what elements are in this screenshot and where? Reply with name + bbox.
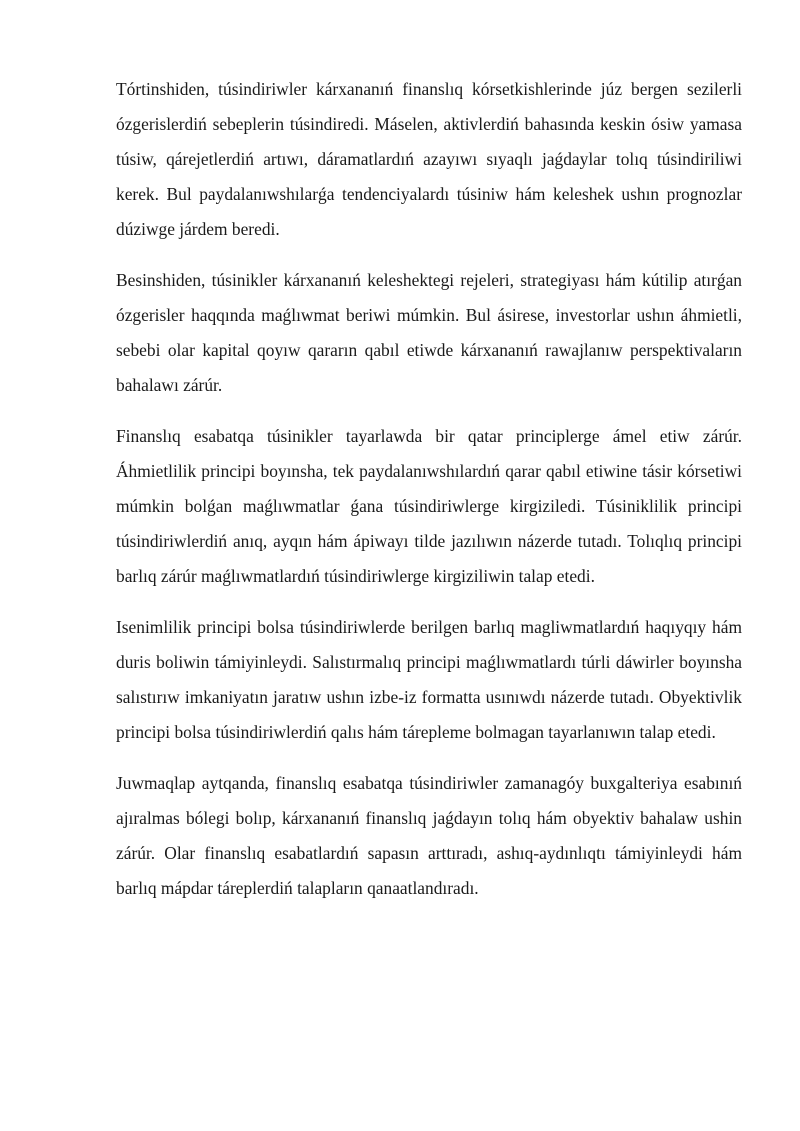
paragraph-reliability-principle: Isenimlilik principi bolsa túsindiriwlerde berilgen barlıq magliwmatlardıń haqıyqıy hám duris boliwin támiyinleydi. Salıstırmalıq principi maǵlıwmatlardı túrli dáwirler boyınsha salıstırıw imkaniyatın jaratıw ushın izbe-iz formatta usınıwdı názerde tutadı. Obyektivlik principi bolsa túsindiriwlerdiń qalıs hám tárepleme bolmagan tayarlanıwın talap etedi.: [116, 617, 742, 742]
paragraph-conclusion: Juwmaqlap aytqanda, finanslıq esabatqa túsindiriwler zamanagóy buxgalteriya esabınıń ajıralmas bólegi bolıp, kárxananıń finanslıq jaǵdayın tolıq hám obyektiv bahalaw ushin zárúr. Olar finanslıq esabatlardıń sapasın arttıradı, ashıq-aydınlıqtı támiyinleydi hám barlıq mápdar táreplerdiń talapların qanaatlandıradı.: [116, 773, 742, 898]
paragraph-fourth-point: Tórtinshiden, túsindiriwler kárxananıń finanslıq kórsetkishlerinde júz bergen sezilerli ózgerislerdiń sebeplerin túsindiredi. Máselen, aktivlerdiń bahasında keskin ósiw yamasa túsiw, qárejetlerdiń artıwı, dáramatlardıń azayıwı sıyaqlı jaǵdaylar tolıq túsindiriliwi kerek. Bul paydalanıwshılarǵa tendenciyalardı túsiniw hám keleshek ushın prognozlar dúziwge járdem beredi.: [116, 79, 742, 239]
paragraph-fifth-point: Besinshiden, túsinikler kárxananıń keleshektegi rejeleri, strategiyası hám kútilip atırǵan ózgerisler haqqında maǵlıwmat beriwi múmkin. Bul ásirese, investorlar ushın áhmietli, sebebi olar kapital qoyıw qararın qabıl etiwde kárxananıń rawajlanıw perspektivaların bahalawı zárúr.: [116, 270, 742, 395]
document-body: [116, 72, 742, 922]
paragraph-principles: Finanslıq esabatqa túsinikler tayarlawda bir qatar principlerge ámel etiw zárúr. Áhmietlilik principi boyınsha, tek paydalanıwshılardıń qarar qabıl etiwine tásir kórsetiwi múmkin bolǵan maǵlıwmatlar ǵana túsindiriwlerge kirgiziledi. Túsiniklilik principi túsindiriwlerdiń anıq, ayqın hám ápiwayı tilde jazılıwın názerde tutadı. Tolıqlıq principi barlıq zárúr maǵlıwmatlardıń túsindiriwlerge kirgiziliwin talap etedi.: [116, 426, 742, 586]
